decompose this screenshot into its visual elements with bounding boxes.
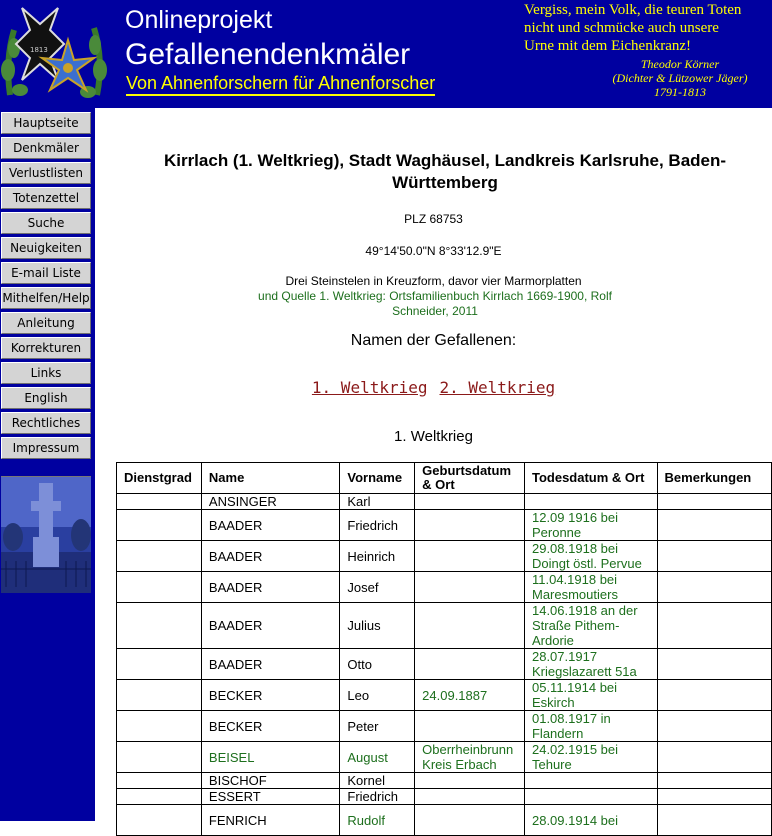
cell-remarks [657, 572, 771, 603]
cell-name: BISCHOF [201, 773, 339, 789]
cell-remarks [657, 603, 771, 649]
cell-remarks [657, 541, 771, 572]
cell-remarks [657, 494, 771, 510]
nav-verlustlisten[interactable]: Verlustlisten [1, 162, 91, 184]
memorial-photo [1, 476, 91, 593]
cell-death: 01.08.1917 in Flandern [524, 711, 657, 742]
cell-first: Rudolf [340, 805, 415, 836]
section-heading: 1. Weltkrieg [394, 428, 473, 445]
cell-death [524, 789, 657, 805]
link-ww2[interactable]: 2. Weltkrieg [439, 378, 556, 397]
source-note: und Quelle 1. Weltkrieg: Ortsfamilienbuch Kirrlach 1669-1900, Rolf Schneider, 2011 [258, 289, 612, 318]
iron-cross-emblem [0, 0, 110, 108]
site-title-line2: Gefallenendenkmäler [125, 38, 411, 71]
nav-suche[interactable]: Suche [1, 212, 91, 234]
table-row [117, 742, 772, 773]
cell-first: Kornel [340, 773, 415, 789]
cell-first: Friedrich [340, 510, 415, 541]
cell-death: 05.11.1914 bei Eskirch [524, 680, 657, 711]
cell-death [524, 494, 657, 510]
cell-remarks [657, 711, 771, 742]
table-row [117, 805, 772, 836]
site-tagline: Von Ahnenforschern für Ahnenforscher [126, 72, 435, 96]
cell-birth: Oberrheinbrunn Kreis Erbach [415, 742, 525, 773]
cell-remarks [657, 680, 771, 711]
cell-name: BAADER [201, 541, 339, 572]
table-row [117, 572, 772, 603]
table-header-row [117, 463, 772, 494]
header-quote: Vergiss, mein Volk, die teuren Toten nicht und schmücke auch unsere Urne mit dem Eichenkranz! [524, 2, 742, 54]
cell-rank [117, 541, 202, 572]
cell-rank [117, 711, 202, 742]
war-links [95, 378, 772, 397]
cell-first: Karl [340, 494, 415, 510]
col-todesdatum: Todesdatum & Ort [524, 463, 657, 494]
nav-email-liste[interactable]: E-mail Liste [1, 262, 91, 284]
cell-death: 28.09.1914 bei [524, 805, 657, 836]
cell-birth [415, 572, 525, 603]
cell-birth [415, 773, 525, 789]
cell-name: BEISEL [201, 742, 339, 773]
cell-rank [117, 649, 202, 680]
cell-name: BECKER [201, 711, 339, 742]
nav-impressum[interactable]: Impressum [1, 437, 91, 459]
cell-birth [415, 603, 525, 649]
cell-birth [415, 541, 525, 572]
cell-remarks [657, 773, 771, 789]
table-row [117, 680, 772, 711]
cell-birth [415, 789, 525, 805]
col-vorname: Vorname [340, 463, 415, 494]
cell-first: Heinrich [340, 541, 415, 572]
nav-anleitung[interactable]: Anleitung [1, 312, 91, 334]
nav-totenzettel[interactable]: Totenzettel [1, 187, 91, 209]
cell-name: BAADER [201, 510, 339, 541]
page-title: Kirrlach (1. Weltkrieg), Stadt Waghäusel, Landkreis Karlsruhe, Baden-Württemberg [163, 151, 727, 192]
nav-hauptseite[interactable]: Hauptseite [1, 112, 91, 134]
cell-rank [117, 773, 202, 789]
cell-remarks [657, 789, 771, 805]
nav-korrekturen[interactable]: Korrekturen [1, 337, 91, 359]
cell-death: 28.07.1917 Kriegslazarett 51a [524, 649, 657, 680]
nav-denkmaeler[interactable]: Denkmäler [1, 137, 91, 159]
table-row [117, 603, 772, 649]
cell-rank [117, 789, 202, 805]
site-header [0, 0, 772, 108]
table-row [117, 494, 772, 510]
cell-birth [415, 510, 525, 541]
cell-name: BECKER [201, 680, 339, 711]
cell-first: Peter [340, 711, 415, 742]
nav-english[interactable]: English [1, 387, 91, 409]
cell-birth [415, 494, 525, 510]
postal-code: PLZ 68753 [404, 212, 463, 226]
cell-rank [117, 494, 202, 510]
svg-text:1813: 1813 [30, 46, 48, 54]
table-row [117, 711, 772, 742]
cell-first: Julius [340, 603, 415, 649]
site-title-line1: Onlineprojekt [125, 6, 273, 34]
cell-rank [117, 805, 202, 836]
cell-death: 12.09 1916 bei Peronne [524, 510, 657, 541]
cell-first: Otto [340, 649, 415, 680]
cell-name: FENRICH [201, 805, 339, 836]
cell-first: August [340, 742, 415, 773]
nav-links[interactable]: Links [1, 362, 91, 384]
sidebar-nav [0, 108, 95, 821]
cell-first: Josef [340, 572, 415, 603]
quote-author: Theodor Körner (Dichter & Lützower Jäger) 1791-1813 [612, 57, 748, 99]
cell-rank [117, 572, 202, 603]
nav-mithelfen[interactable]: Mithelfen/Help [1, 287, 91, 309]
cell-name: BAADER [201, 603, 339, 649]
col-geburtsdatum: Geburtsdatum & Ort [415, 463, 525, 494]
cell-remarks [657, 510, 771, 541]
link-ww1[interactable]: 1. Weltkrieg [311, 378, 428, 397]
cell-remarks [657, 649, 771, 680]
cell-rank [117, 603, 202, 649]
nav-neuigkeiten[interactable]: Neuigkeiten [1, 237, 91, 259]
table-row [117, 649, 772, 680]
cell-birth [415, 649, 525, 680]
casualties-table [116, 462, 772, 836]
cell-first: Leo [340, 680, 415, 711]
coordinates: 49°14'50.0"N 8°33'12.9"E [365, 244, 502, 258]
col-dienstgrad: Dienstgrad [117, 463, 202, 494]
cell-birth [415, 805, 525, 836]
table-row [117, 789, 772, 805]
cell-death [524, 773, 657, 789]
table-row [117, 541, 772, 572]
names-heading: Namen der Gefallenen: [350, 332, 517, 349]
table-row [117, 510, 772, 541]
col-bemerkungen: Bemerkungen [657, 463, 771, 494]
col-name: Name [201, 463, 339, 494]
cell-name: ANSINGER [201, 494, 339, 510]
cell-death: 29.08.1918 bei Doingt östl. Pervue [524, 541, 657, 572]
cell-remarks [657, 805, 771, 836]
cell-name: ESSERT [201, 789, 339, 805]
cell-birth: 24.09.1887 [415, 680, 525, 711]
main-content [95, 108, 772, 828]
table-row [117, 773, 772, 789]
cell-rank [117, 742, 202, 773]
cell-death: 14.06.1918 an der Straße Pithem-Ardorie [524, 603, 657, 649]
cell-death: 24.02.1915 bei Tehure [524, 742, 657, 773]
cell-name: BAADER [201, 649, 339, 680]
cell-rank [117, 510, 202, 541]
nav-rechtliches[interactable]: Rechtliches [1, 412, 91, 434]
cell-name: BAADER [201, 572, 339, 603]
cell-birth [415, 711, 525, 742]
cell-remarks [657, 742, 771, 773]
memorial-description: Drei Steinstelen in Kreuzform, davor vier Marmorplatten [285, 274, 582, 288]
cell-death: 11.04.1918 bei Maresmoutiers [524, 572, 657, 603]
cell-rank [117, 680, 202, 711]
cell-first: Friedrich [340, 789, 415, 805]
